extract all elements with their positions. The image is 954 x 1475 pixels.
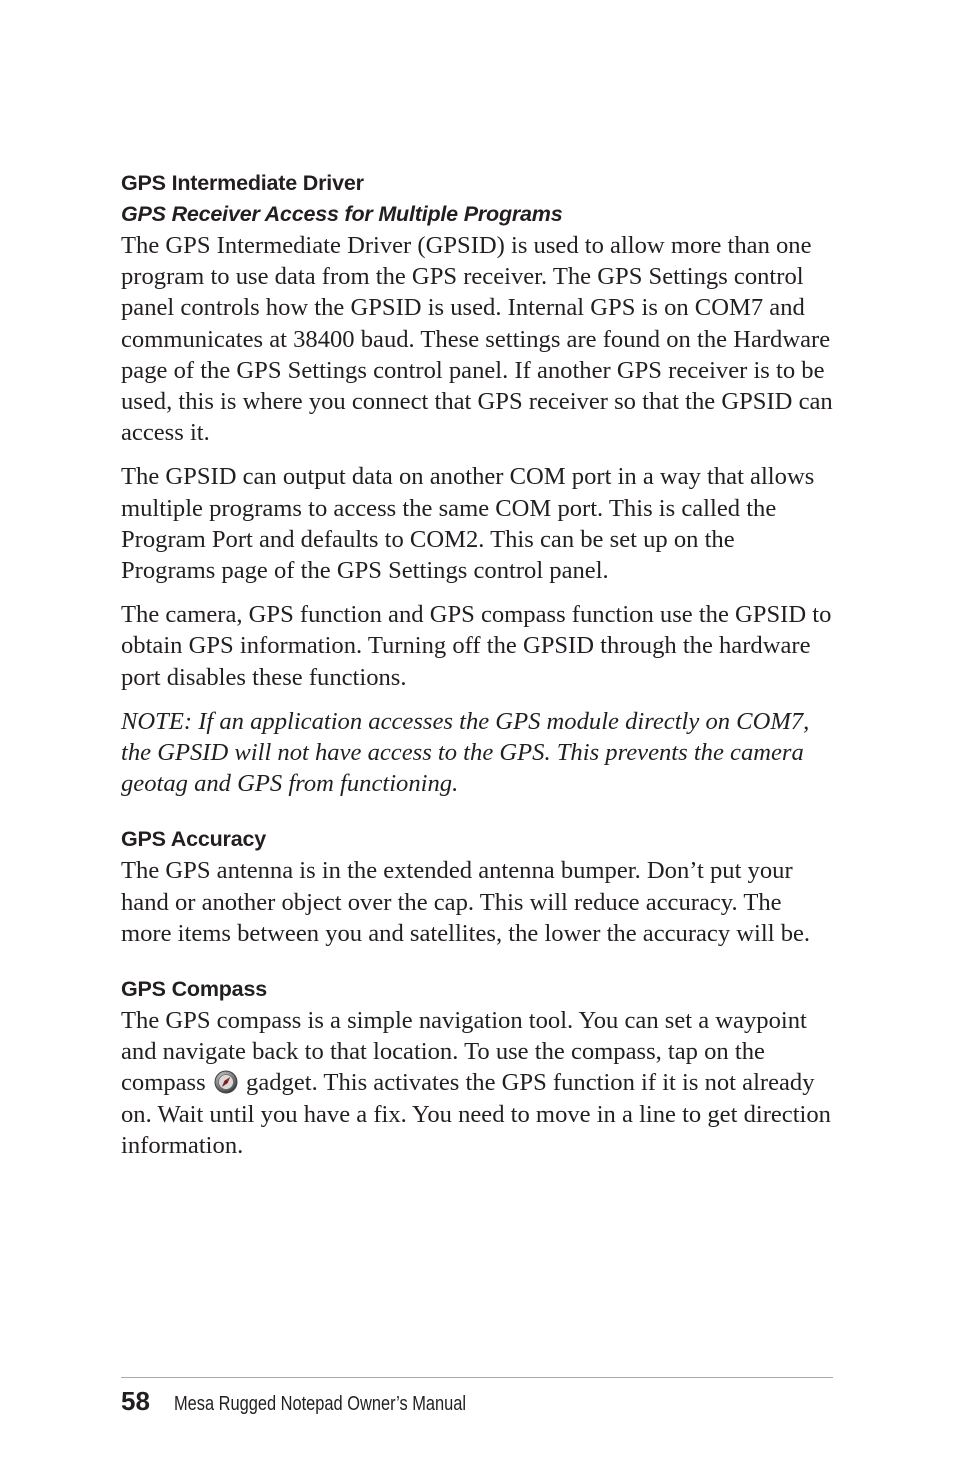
section-gps-compass: [121, 974, 833, 1161]
note-paragraph: NOTE: If an application accesses the GPS module directly on COM7, the GPSID will not have access to the GPS. This prevents the camera geotag and GPS from functioning.: [121, 707, 810, 798]
section-title: GPS Intermediate Driver: [121, 171, 364, 195]
paragraph: [121, 1005, 833, 1161]
page-number: 58: [121, 1386, 150, 1416]
page-footer: [121, 1383, 530, 1423]
paragraph: The GPS antenna is in the extended antenna bumper. Don’t put your hand or another object over the cap. This will reduce accuracy. The more items between you and satellites, the lower the accuracy will be.: [121, 857, 811, 947]
section-gps-accuracy: [121, 824, 833, 949]
compass-icon: [214, 1070, 238, 1094]
paragraph: The GPS Intermediate Driver (GPSID) is used to allow more than one program to use data from the GPS receiver. The GPS Settings control panel controls how the GPSID is used. Internal GPS is on COM7 and communicates at 38400 baud. These settings are found on the Hardware page of the GPS Settings control panel. If another GPS receiver is to be used, this is where you connect that GPS receiver so that the GPSID can access it.: [121, 232, 833, 447]
paragraph-text-before-icon: The GPS compass is a simple navigation tool. You can set a waypoint and navigate back to that location. To use the compass, tap on the compass: [121, 1007, 807, 1097]
section-title: GPS Accuracy: [121, 827, 266, 852]
manual-title: Mesa Rugged Notepad Owner’s Manual: [173, 1393, 466, 1415]
section-gps-intermediate-driver: [121, 168, 833, 799]
footer-divider: [121, 1377, 833, 1378]
section-title: GPS Compass: [121, 977, 267, 1002]
section-subtitle: GPS Receiver Access for Multiple Programs: [121, 202, 563, 226]
paragraph: The camera, GPS function and GPS compass function use the GPSID to obtain GPS information. Turning off the GPSID through the hardware port disables these functions.: [121, 601, 832, 691]
page-content: [121, 168, 833, 1161]
paragraph: The GPSID can output data on another COM port in a way that allows multiple programs to access the same COM port. This is called the Program Port and defaults to COM2. This can be set up on the Programs page of the GPS Settings control panel.: [121, 463, 815, 585]
paragraph-text-after-icon: gadget. This activates the GPS function if it is not already on. Wait until you have a fix. You need to move in a line to get direction information.: [121, 1069, 831, 1159]
